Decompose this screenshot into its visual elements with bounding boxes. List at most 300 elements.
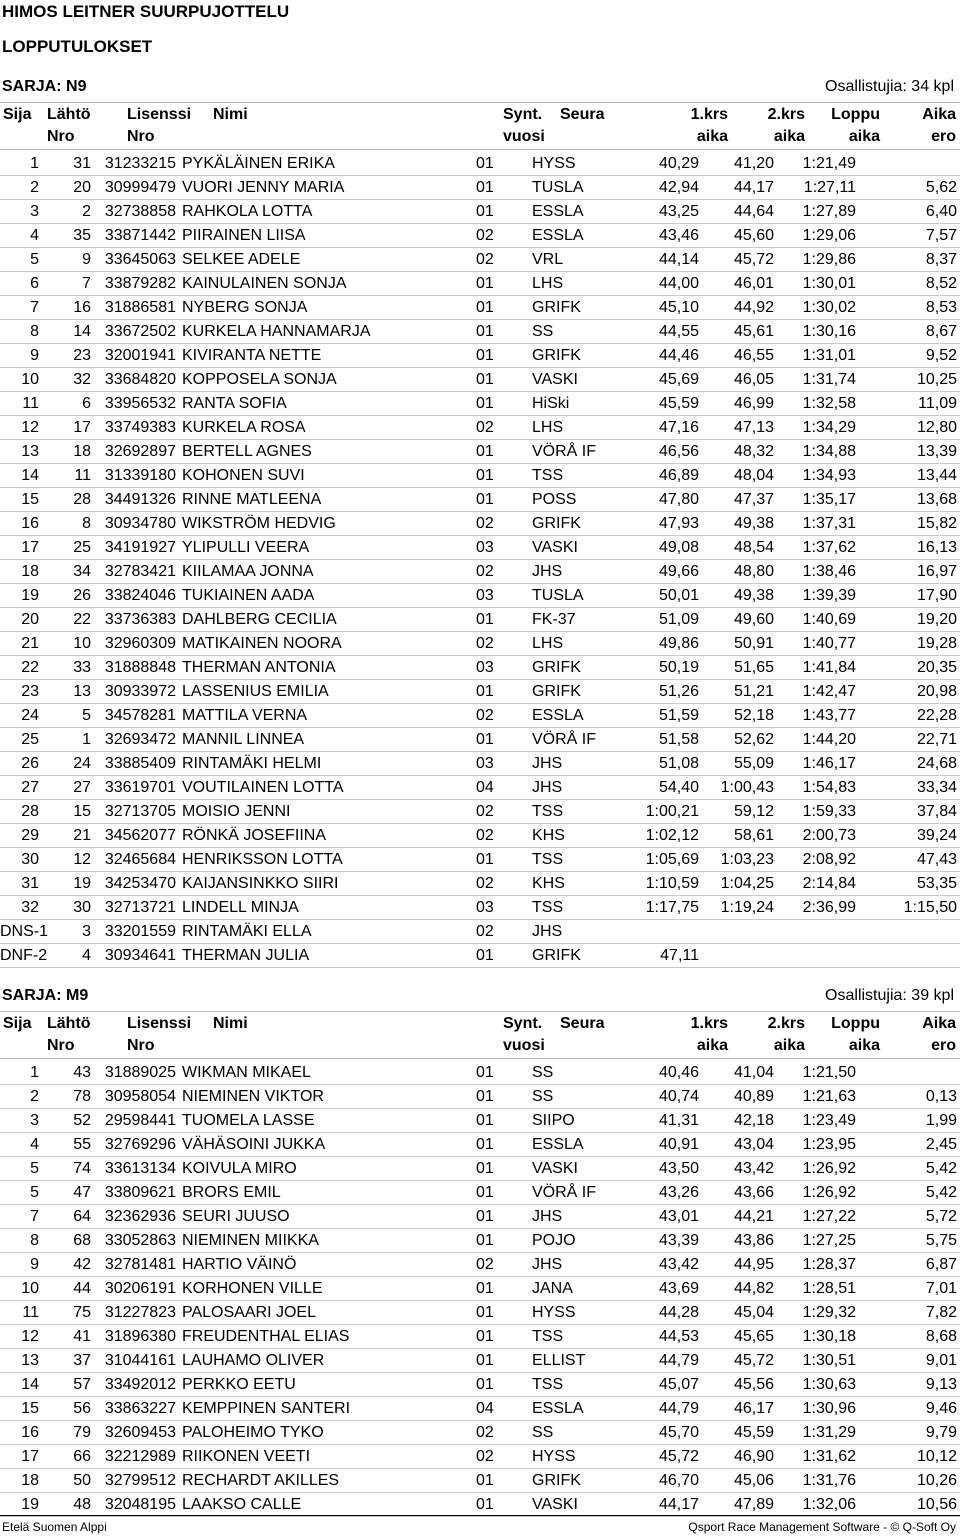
cell-start-no: 34 xyxy=(42,560,94,584)
cell-license-no: 33613134 xyxy=(94,1157,178,1181)
cell-total-time: 1:32,06 xyxy=(777,1493,859,1517)
cell-birth-year: 02 xyxy=(468,872,526,896)
cell-rank: 11 xyxy=(0,392,42,416)
cell-run2-time: 46,01 xyxy=(702,272,777,296)
cell-total-time xyxy=(777,920,859,944)
cell-club: GRIFK xyxy=(526,296,616,320)
cell-run2-time: 45,65 xyxy=(702,1325,777,1349)
result-row xyxy=(0,248,960,272)
cell-time-diff: 8,68 xyxy=(859,1325,960,1349)
result-row xyxy=(0,1469,960,1493)
cell-license-no: 32609453 xyxy=(94,1421,178,1445)
cell-name: RINNE MATLEENA xyxy=(178,488,468,512)
cell-rank: 8 xyxy=(0,1229,42,1253)
cell-run2-time: 45,61 xyxy=(702,320,777,344)
cell-birth-year: 01 xyxy=(468,1085,526,1109)
cell-run2-time: 48,80 xyxy=(702,560,777,584)
cell-time-diff: 37,84 xyxy=(859,800,960,824)
cell-run1-time: 40,74 xyxy=(616,1085,702,1109)
cell-birth-year: 01 xyxy=(468,1133,526,1157)
cell-name: BERTELL AGNES xyxy=(178,440,468,464)
cell-run2-time: 41,20 xyxy=(702,152,777,176)
cell-birth-year: 02 xyxy=(468,1421,526,1445)
cell-run1-time: 1:02,12 xyxy=(616,824,702,848)
cell-name: PALOSAARI JOEL xyxy=(178,1301,468,1325)
cell-total-time: 1:27,22 xyxy=(777,1205,859,1229)
header-rank-line1: Sija xyxy=(3,106,32,123)
cell-name: HENRIKSSON LOTTA xyxy=(178,848,468,872)
cell-birth-year: 02 xyxy=(468,704,526,728)
cell-start-no: 42 xyxy=(42,1253,94,1277)
cell-start-no: 19 xyxy=(42,872,94,896)
cell-birth-year: 02 xyxy=(468,248,526,272)
cell-total-time: 1:21,63 xyxy=(777,1085,859,1109)
cell-run2-time: 40,89 xyxy=(702,1085,777,1109)
cell-time-diff: 10,12 xyxy=(859,1445,960,1469)
cell-rank: DNS-1 xyxy=(0,920,42,944)
header-birth-year-line2: vuosi xyxy=(503,128,545,145)
cell-run1-time: 44,46 xyxy=(616,344,702,368)
cell-time-diff: 2,45 xyxy=(859,1133,960,1157)
cell-run2-time: 43,86 xyxy=(702,1229,777,1253)
cell-run1-time: 51,26 xyxy=(616,680,702,704)
cell-club: VÖRÅ IF xyxy=(526,440,616,464)
result-row xyxy=(0,1325,960,1349)
cell-name: RECHARDT AKILLES xyxy=(178,1469,468,1493)
cell-name: NIEMINEN MIIKKA xyxy=(178,1229,468,1253)
header-license xyxy=(127,1013,207,1057)
cell-run1-time: 54,40 xyxy=(616,776,702,800)
header-rank-line1: Sija xyxy=(3,1015,32,1032)
header-start-no-line2: Nro xyxy=(47,1037,75,1054)
cell-rank: 4 xyxy=(0,224,42,248)
cell-club: POJO xyxy=(526,1229,616,1253)
cell-license-no: 33645063 xyxy=(94,248,178,272)
cell-birth-year: 02 xyxy=(468,632,526,656)
cell-license-no: 32001941 xyxy=(94,344,178,368)
cell-total-time: 1:27,11 xyxy=(777,176,859,200)
cell-license-no: 34253470 xyxy=(94,872,178,896)
cell-rank: 7 xyxy=(0,296,42,320)
cell-license-no: 29598441 xyxy=(94,1109,178,1133)
cell-total-time: 1:23,95 xyxy=(777,1133,859,1157)
cell-start-no: 2 xyxy=(42,200,94,224)
cell-club: HYSS xyxy=(526,152,616,176)
cell-birth-year: 01 xyxy=(468,1205,526,1229)
cell-start-no: 47 xyxy=(42,1181,94,1205)
cell-time-diff: 13,68 xyxy=(859,488,960,512)
cell-rank: 12 xyxy=(0,416,42,440)
cell-club: GRIFK xyxy=(526,1469,616,1493)
cell-rank: 12 xyxy=(0,1325,42,1349)
cell-start-no: 43 xyxy=(42,1061,94,1085)
cell-club: TSS xyxy=(526,464,616,488)
cell-run2-time: 47,37 xyxy=(702,488,777,512)
cell-run1-time: 47,80 xyxy=(616,488,702,512)
cell-run1-time: 41,31 xyxy=(616,1109,702,1133)
cell-run2-time: 47,89 xyxy=(702,1493,777,1517)
header-birth-year xyxy=(503,104,563,148)
cell-time-diff: 5,42 xyxy=(859,1181,960,1205)
cell-birth-year: 01 xyxy=(468,1181,526,1205)
results-table xyxy=(0,1061,960,1517)
cell-time-diff: 5,75 xyxy=(859,1229,960,1253)
cell-license-no: 33956532 xyxy=(94,392,178,416)
cell-name: MOISIO JENNI xyxy=(178,800,468,824)
cell-name: PALOHEIMO TYKO xyxy=(178,1421,468,1445)
cell-total-time: 1:37,62 xyxy=(777,536,859,560)
header-club xyxy=(560,1013,640,1035)
cell-club: KHS xyxy=(526,872,616,896)
header-name xyxy=(213,104,333,126)
header-total-line2: aika xyxy=(848,128,880,145)
cell-rank: 23 xyxy=(0,680,42,704)
cell-run1-time: 45,07 xyxy=(616,1373,702,1397)
cell-time-diff: 17,90 xyxy=(859,584,960,608)
cell-run1-time: 1:05,69 xyxy=(616,848,702,872)
header-club xyxy=(560,104,640,126)
cell-time-diff: 33,34 xyxy=(859,776,960,800)
cell-run1-time: 51,59 xyxy=(616,704,702,728)
cell-run2-time: 49,38 xyxy=(702,584,777,608)
cell-license-no: 33879282 xyxy=(94,272,178,296)
cell-run2-time: 1:00,43 xyxy=(702,776,777,800)
cell-total-time: 2:08,92 xyxy=(777,848,859,872)
cell-total-time: 1:43,77 xyxy=(777,704,859,728)
cell-rank: 18 xyxy=(0,1469,42,1493)
cell-run1-time: 40,46 xyxy=(616,1061,702,1085)
cell-run2-time: 45,56 xyxy=(702,1373,777,1397)
cell-birth-year: 01 xyxy=(468,944,526,968)
cell-license-no: 33201559 xyxy=(94,920,178,944)
cell-birth-year: 02 xyxy=(468,1445,526,1469)
cell-time-diff: 19,20 xyxy=(859,608,960,632)
cell-total-time: 1:28,37 xyxy=(777,1253,859,1277)
cell-total-time: 1:40,69 xyxy=(777,608,859,632)
cell-total-time: 1:30,02 xyxy=(777,296,859,320)
cell-name: KEMPPINEN SANTERI xyxy=(178,1397,468,1421)
cell-license-no: 33809621 xyxy=(94,1181,178,1205)
result-row xyxy=(0,296,960,320)
cell-birth-year: 02 xyxy=(468,920,526,944)
cell-run2-time: 50,91 xyxy=(702,632,777,656)
cell-name: MANNIL LINNEA xyxy=(178,728,468,752)
cell-total-time: 1:34,29 xyxy=(777,416,859,440)
result-row xyxy=(0,896,960,920)
cell-rank: 1 xyxy=(0,152,42,176)
result-row xyxy=(0,632,960,656)
cell-name: RINTAMÄKI HELMI xyxy=(178,752,468,776)
cell-birth-year: 01 xyxy=(468,176,526,200)
participant-count: Osallistujia: 34 kpl xyxy=(825,78,954,95)
cell-license-no: 32781481 xyxy=(94,1253,178,1277)
cell-rank: 32 xyxy=(0,896,42,920)
header-name xyxy=(213,1013,333,1035)
header-run1 xyxy=(648,1013,728,1057)
cell-run1-time: 43,25 xyxy=(616,200,702,224)
cell-total-time: 1:32,58 xyxy=(777,392,859,416)
result-row xyxy=(0,1277,960,1301)
result-row xyxy=(0,560,960,584)
header-run2-line1: 2.krs xyxy=(767,106,805,123)
cell-run1-time: 46,89 xyxy=(616,464,702,488)
cell-birth-year: 01 xyxy=(468,1157,526,1181)
cell-rank: 6 xyxy=(0,272,42,296)
cell-run1-time: 43,42 xyxy=(616,1253,702,1277)
cell-run1-time: 44,14 xyxy=(616,248,702,272)
result-row xyxy=(0,608,960,632)
cell-rank: 9 xyxy=(0,344,42,368)
cell-total-time: 1:29,86 xyxy=(777,248,859,272)
cell-run2-time: 46,55 xyxy=(702,344,777,368)
cell-birth-year: 02 xyxy=(468,512,526,536)
cell-time-diff: 5,62 xyxy=(859,176,960,200)
cell-total-time: 1:28,51 xyxy=(777,1277,859,1301)
cell-rank: 3 xyxy=(0,1109,42,1133)
cell-rank: 30 xyxy=(0,848,42,872)
cell-run1-time: 40,91 xyxy=(616,1133,702,1157)
cell-run2-time: 51,21 xyxy=(702,680,777,704)
cell-total-time: 1:31,01 xyxy=(777,344,859,368)
cell-name: THERMAN ANTONIA xyxy=(178,656,468,680)
cell-run1-time: 49,86 xyxy=(616,632,702,656)
cell-start-no: 3 xyxy=(42,920,94,944)
result-row xyxy=(0,1205,960,1229)
cell-run2-time: 46,05 xyxy=(702,368,777,392)
header-run2 xyxy=(723,1013,805,1057)
cell-total-time: 1:37,31 xyxy=(777,512,859,536)
cell-time-diff: 5,72 xyxy=(859,1205,960,1229)
cell-club: ESSLA xyxy=(526,1397,616,1421)
header-run1 xyxy=(648,104,728,148)
cell-total-time: 1:29,06 xyxy=(777,224,859,248)
result-row xyxy=(0,440,960,464)
cell-name: DAHLBERG CECILIA xyxy=(178,608,468,632)
cell-total-time: 1:26,92 xyxy=(777,1157,859,1181)
cell-name: RÖNKÄ JOSEFIINA xyxy=(178,824,468,848)
cell-license-no: 32693472 xyxy=(94,728,178,752)
cell-start-no: 35 xyxy=(42,224,94,248)
result-row xyxy=(0,488,960,512)
cell-start-no: 74 xyxy=(42,1157,94,1181)
cell-license-no: 31227823 xyxy=(94,1301,178,1325)
cell-rank: 27 xyxy=(0,776,42,800)
cell-name: FREUDENTHAL ELIAS xyxy=(178,1325,468,1349)
result-row xyxy=(0,1229,960,1253)
cell-club: TSS xyxy=(526,1373,616,1397)
header-rank xyxy=(3,1013,43,1035)
header-birth-year-line1: Synt. xyxy=(503,106,543,123)
cell-run1-time: 40,29 xyxy=(616,152,702,176)
cell-license-no: 31886581 xyxy=(94,296,178,320)
cell-license-no: 31889025 xyxy=(94,1061,178,1085)
cell-license-no: 32048195 xyxy=(94,1493,178,1517)
cell-run2-time: 1:04,25 xyxy=(702,872,777,896)
cell-run1-time: 51,58 xyxy=(616,728,702,752)
cell-rank: 25 xyxy=(0,728,42,752)
cell-start-no: 13 xyxy=(42,680,94,704)
cell-birth-year: 01 xyxy=(468,848,526,872)
cell-birth-year: 03 xyxy=(468,752,526,776)
cell-total-time: 1:30,51 xyxy=(777,1349,859,1373)
cell-name: THERMAN JULIA xyxy=(178,944,468,968)
cell-run1-time: 43,69 xyxy=(616,1277,702,1301)
cell-birth-year: 01 xyxy=(468,1373,526,1397)
cell-rank: 19 xyxy=(0,584,42,608)
cell-license-no: 30934641 xyxy=(94,944,178,968)
cell-time-diff: 7,57 xyxy=(859,224,960,248)
cell-club: VRL xyxy=(526,248,616,272)
cell-time-diff: 0,13 xyxy=(859,1085,960,1109)
cell-run1-time: 44,17 xyxy=(616,1493,702,1517)
result-row xyxy=(0,152,960,176)
cell-time-diff: 20,35 xyxy=(859,656,960,680)
header-total xyxy=(800,104,880,148)
cell-license-no: 32738858 xyxy=(94,200,178,224)
cell-run2-time xyxy=(702,944,777,968)
cell-club: SS xyxy=(526,1421,616,1445)
cell-total-time: 1:40,77 xyxy=(777,632,859,656)
cell-time-diff: 24,68 xyxy=(859,752,960,776)
cell-rank: 14 xyxy=(0,1373,42,1397)
cell-birth-year: 01 xyxy=(468,1109,526,1133)
cell-club: VASKI xyxy=(526,536,616,560)
cell-run2-time: 1:03,23 xyxy=(702,848,777,872)
cell-total-time: 1:21,49 xyxy=(777,152,859,176)
cell-license-no: 32465684 xyxy=(94,848,178,872)
cell-start-no: 64 xyxy=(42,1205,94,1229)
cell-run1-time: 44,79 xyxy=(616,1397,702,1421)
cell-license-no: 34562077 xyxy=(94,824,178,848)
cell-rank: 13 xyxy=(0,1349,42,1373)
cell-club: JHS xyxy=(526,776,616,800)
cell-total-time: 1:44,20 xyxy=(777,728,859,752)
result-row xyxy=(0,704,960,728)
cell-run1-time: 45,69 xyxy=(616,368,702,392)
header-run1-line2: aika xyxy=(696,1037,728,1054)
cell-rank: 15 xyxy=(0,488,42,512)
cell-name: LAUHAMO OLIVER xyxy=(178,1349,468,1373)
cell-start-no: 21 xyxy=(42,824,94,848)
cell-rank: 10 xyxy=(0,1277,42,1301)
header-license-line2: Nro xyxy=(127,128,155,145)
cell-time-diff xyxy=(859,944,960,968)
cell-total-time: 1:21,50 xyxy=(777,1061,859,1085)
cell-time-diff: 53,35 xyxy=(859,872,960,896)
cell-name: RINTAMÄKI ELLA xyxy=(178,920,468,944)
cell-club: GRIFK xyxy=(526,944,616,968)
cell-total-time: 2:00,73 xyxy=(777,824,859,848)
cell-name: VUORI JENNY MARIA xyxy=(178,176,468,200)
cell-run2-time: 43,42 xyxy=(702,1157,777,1181)
cell-time-diff: 9,52 xyxy=(859,344,960,368)
cell-name: RAHKOLA LOTTA xyxy=(178,200,468,224)
cell-rank: 20 xyxy=(0,608,42,632)
header-total xyxy=(800,1013,880,1057)
cell-run1-time: 49,66 xyxy=(616,560,702,584)
cell-start-no: 68 xyxy=(42,1229,94,1253)
cell-club: ESSLA xyxy=(526,224,616,248)
cell-club: LHS xyxy=(526,272,616,296)
cell-license-no: 32362936 xyxy=(94,1205,178,1229)
cell-time-diff: 8,37 xyxy=(859,248,960,272)
cell-club: TUSLA xyxy=(526,176,616,200)
cell-total-time: 1:31,29 xyxy=(777,1421,859,1445)
cell-birth-year: 04 xyxy=(468,776,526,800)
cell-license-no: 30206191 xyxy=(94,1277,178,1301)
cell-rank: DNF-2 xyxy=(0,944,42,968)
cell-total-time: 1:34,93 xyxy=(777,464,859,488)
cell-time-diff: 7,82 xyxy=(859,1301,960,1325)
cell-run2-time: 46,17 xyxy=(702,1397,777,1421)
cell-license-no: 30934780 xyxy=(94,512,178,536)
cell-total-time: 1:35,17 xyxy=(777,488,859,512)
cell-start-no: 4 xyxy=(42,944,94,968)
cell-license-no: 33871442 xyxy=(94,224,178,248)
result-row xyxy=(0,1133,960,1157)
cell-total-time: 1:27,89 xyxy=(777,200,859,224)
cell-rank: 15 xyxy=(0,1397,42,1421)
cell-run2-time: 55,09 xyxy=(702,752,777,776)
cell-start-no: 27 xyxy=(42,776,94,800)
cell-birth-year: 01 xyxy=(468,296,526,320)
cell-total-time: 1:54,83 xyxy=(777,776,859,800)
cell-time-diff: 8,53 xyxy=(859,296,960,320)
cell-total-time: 1:46,17 xyxy=(777,752,859,776)
cell-license-no: 33492012 xyxy=(94,1373,178,1397)
cell-total-time: 1:30,18 xyxy=(777,1325,859,1349)
result-row xyxy=(0,176,960,200)
cell-run1-time: 45,72 xyxy=(616,1445,702,1469)
cell-time-diff: 9,13 xyxy=(859,1373,960,1397)
cell-club: GRIFK xyxy=(526,680,616,704)
cell-name: LASSENIUS EMILIA xyxy=(178,680,468,704)
cell-birth-year: 02 xyxy=(468,560,526,584)
cell-birth-year: 01 xyxy=(468,1493,526,1517)
cell-run2-time: 43,04 xyxy=(702,1133,777,1157)
cell-birth-year: 01 xyxy=(468,728,526,752)
cell-start-no: 23 xyxy=(42,344,94,368)
cell-time-diff: 13,39 xyxy=(859,440,960,464)
footer-organizer: Etelä Suomen Alppi xyxy=(2,1520,107,1534)
header-total-line1: Loppu xyxy=(831,1015,880,1032)
cell-club: VASKI xyxy=(526,1157,616,1181)
cell-birth-year: 03 xyxy=(468,536,526,560)
cell-run2-time: 51,65 xyxy=(702,656,777,680)
series-label: SARJA: M9 xyxy=(2,987,89,1004)
cell-club: VÖRÅ IF xyxy=(526,1181,616,1205)
cell-birth-year: 02 xyxy=(468,416,526,440)
cell-club: JHS xyxy=(526,752,616,776)
results-header xyxy=(0,1011,960,1059)
cell-start-no: 48 xyxy=(42,1493,94,1517)
cell-license-no: 33684820 xyxy=(94,368,178,392)
cell-start-no: 7 xyxy=(42,272,94,296)
cell-run1-time: 43,46 xyxy=(616,224,702,248)
cell-start-no: 31 xyxy=(42,152,94,176)
cell-birth-year: 01 xyxy=(468,368,526,392)
cell-run2-time: 59,12 xyxy=(702,800,777,824)
header-license-line1: Lisenssi xyxy=(127,106,192,123)
cell-license-no: 33824046 xyxy=(94,584,178,608)
cell-time-diff: 39,24 xyxy=(859,824,960,848)
cell-start-no: 79 xyxy=(42,1421,94,1445)
cell-start-no: 56 xyxy=(42,1397,94,1421)
cell-name: LINDELL MINJA xyxy=(178,896,468,920)
cell-birth-year: 01 xyxy=(468,680,526,704)
cell-run1-time: 45,10 xyxy=(616,296,702,320)
cell-run2-time: 48,04 xyxy=(702,464,777,488)
